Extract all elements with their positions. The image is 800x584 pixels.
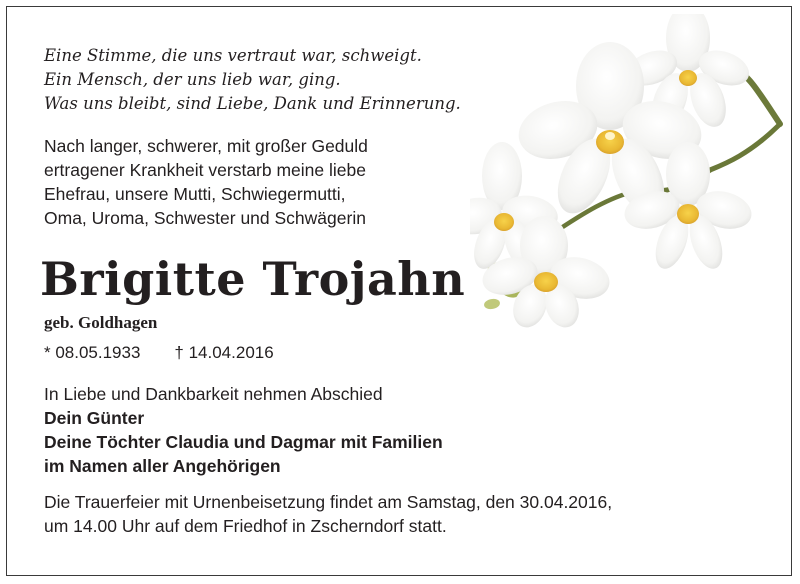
maiden-name: geb. Goldhagen <box>44 313 158 332</box>
motto-line: Ein Mensch, der uns lieb war, ging. <box>44 70 341 89</box>
intro-line: Nach langer, schwerer, mit großer Geduld <box>44 136 368 156</box>
motto-line: Eine Stimme, die uns vertraut war, schweigt. <box>44 46 422 65</box>
life-dates <box>44 343 274 363</box>
mourners-block <box>44 382 443 478</box>
deceased-name: Brigitte Trojahn <box>40 252 466 306</box>
funeral-line: Die Trauerfeier mit Urnenbeisetzung findet am Samstag, den 30.04.2016, <box>44 492 613 512</box>
death-date: † 14.04.2016 <box>174 343 274 362</box>
death-announcement-text <box>44 134 368 230</box>
mourner-name: im Namen aller Angehörigen <box>44 456 281 476</box>
mourner-name: Dein Günter <box>44 408 145 428</box>
mourner-name: Deine Töchter Claudia und Dagmar mit Familien <box>44 432 443 452</box>
funeral-details <box>44 490 612 538</box>
intro-line: ertragener Krankheit verstarb meine liebe <box>44 160 366 180</box>
mourners-intro: In Liebe und Dankbarkeit nehmen Abschied <box>44 384 383 404</box>
motto-verse <box>44 44 461 116</box>
motto-line: Was uns bleibt, sind Liebe, Dank und Erinnerung. <box>44 94 461 113</box>
intro-line: Ehefrau, unsere Mutti, Schwiegermutti, <box>44 184 346 204</box>
birth-date: * 08.05.1933 <box>44 343 141 362</box>
intro-line: Oma, Uroma, Schwester und Schwägerin <box>44 208 366 228</box>
funeral-line: um 14.00 Uhr auf dem Friedhof in Zscherndorf statt. <box>44 516 447 536</box>
orchid-illustration <box>470 14 788 328</box>
